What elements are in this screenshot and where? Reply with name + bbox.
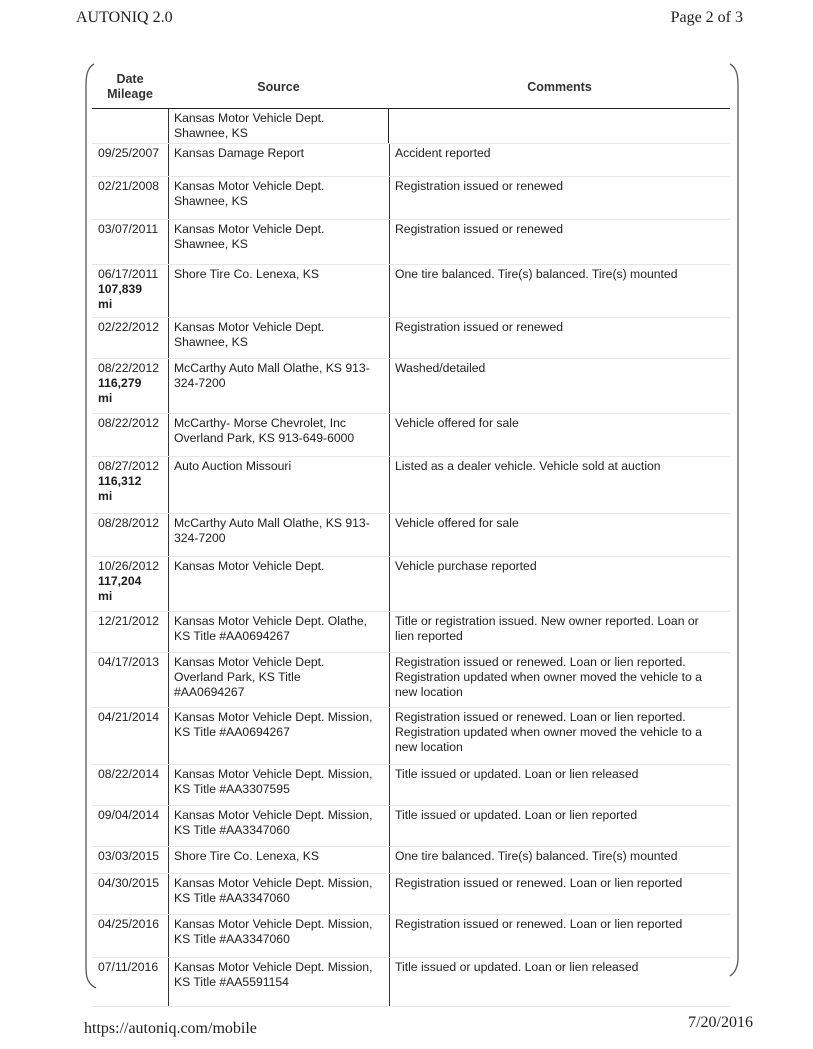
comment-line: new location: [395, 740, 463, 754]
source-line: Shawnee, KS: [174, 335, 248, 349]
date-mileage-cell: [92, 359, 168, 413]
source-cell: [168, 765, 389, 805]
table-row: [92, 457, 730, 514]
date-mileage-cell: [92, 514, 168, 556]
comments-cell: [389, 612, 730, 652]
date-mileage-cell: [92, 708, 168, 764]
comments-cell: [389, 265, 730, 317]
comments-cell: [389, 220, 730, 264]
date-mileage-cell: [92, 265, 168, 317]
table-row: [92, 265, 730, 318]
source-line: McCarthy Auto Mall Olathe, KS 913-: [174, 361, 370, 375]
table-row: [92, 109, 730, 144]
mileage-unit: mi: [98, 489, 113, 503]
date-mileage-cell: [92, 915, 168, 957]
source-cell: [168, 557, 389, 611]
comment-line: Registration updated when owner moved the vehicle to a: [395, 670, 702, 684]
date-mileage-cell: [92, 874, 168, 914]
source-line: Kansas Motor Vehicle Dept.: [174, 179, 325, 193]
source-cell: [168, 220, 389, 264]
comment-line: Registration issued or renewed. Loan or lien reported: [395, 876, 683, 890]
comment-line: Listed as a dealer vehicle. Vehicle sold at auction: [395, 459, 661, 473]
comment-line: One tire balanced. Tire(s) balanced. Tire(s) mounted: [395, 267, 678, 281]
source-cell: [168, 612, 389, 652]
comment-line: Vehicle purchase reported: [395, 559, 537, 573]
comments-cell: [389, 806, 730, 846]
mileage-value: 116,279: [98, 376, 142, 390]
date-mileage-cell: [92, 220, 168, 264]
source-line: Kansas Motor Vehicle Dept. Mission,: [174, 876, 373, 890]
table-header: [92, 66, 730, 109]
date-mileage-cell: [92, 653, 168, 707]
date-mileage-cell: [92, 765, 168, 805]
source-line: Overland Park, KS Title: [174, 670, 301, 684]
source-cell: [168, 915, 389, 957]
source-line: Kansas Motor Vehicle Dept. Mission,: [174, 767, 373, 781]
comment-line: Title issued or updated. Loan or lien released: [395, 767, 639, 781]
mileage-unit: mi: [98, 391, 113, 405]
source-line: KS Title #AA0694267: [174, 629, 290, 643]
comment-line: Washed/detailed: [395, 361, 486, 375]
column-header-source: Source: [257, 79, 300, 94]
date-value: 08/28/2012: [98, 516, 159, 530]
column-header-mileage-label: Mileage: [107, 87, 153, 101]
source-cell: [168, 414, 389, 456]
date-value: 08/22/2014: [98, 767, 159, 781]
comments-cell: [389, 557, 730, 611]
date-value: 04/21/2014: [98, 710, 159, 724]
date-mileage-cell: [92, 318, 168, 358]
source-line: Kansas Damage Report: [174, 146, 305, 160]
source-cell: [168, 874, 389, 914]
table-row: [92, 414, 730, 457]
comment-line: Title issued or updated. Loan or lien released: [395, 960, 639, 974]
comments-cell: [389, 318, 730, 358]
column-header-date: [92, 72, 168, 102]
table-row: [92, 177, 730, 220]
date-value: 09/25/2007: [98, 146, 159, 160]
source-line: 324-7200: [174, 376, 226, 390]
column-header-date-label: Date: [116, 72, 144, 86]
source-cell: [168, 514, 389, 556]
date-value: 09/04/2014: [98, 808, 159, 822]
source-cell: [168, 653, 389, 707]
table-row: [92, 806, 730, 847]
table-row: [92, 359, 730, 414]
source-line: KS Title #AA3347060: [174, 891, 290, 905]
source-line: Kansas Motor Vehicle Dept.: [174, 320, 325, 334]
comments-cell: [389, 653, 730, 707]
comment-line: Accident reported: [395, 146, 491, 160]
date-value: 08/22/2012: [98, 361, 159, 375]
date-value: 10/26/2012: [98, 559, 159, 573]
source-line: 324-7200: [174, 531, 226, 545]
date-value: 12/21/2012: [98, 614, 159, 628]
comments-cell: [389, 915, 730, 957]
comments-cell: [389, 514, 730, 556]
comment-line: Registration updated when owner moved the vehicle to a: [395, 725, 702, 739]
source-line: KS Title #AA3347060: [174, 932, 290, 946]
comments-cell: [389, 457, 730, 513]
table-row: [92, 318, 730, 359]
source-cell: [168, 958, 389, 1006]
date-mileage-cell: [92, 847, 168, 873]
date-value: 08/22/2012: [98, 416, 159, 430]
comment-line: Registration issued or renewed: [395, 320, 564, 334]
date-value: 02/21/2008: [98, 179, 159, 193]
header-page-number: Page 2 of 3: [670, 9, 743, 26]
source-cell: [168, 265, 389, 317]
source-line: KS Title #AA3347060: [174, 823, 290, 837]
date-mileage-cell: [92, 144, 168, 176]
source-line: Shore Tire Co. Lenexa, KS: [174, 849, 319, 863]
comment-line: Registration issued or renewed. Loan or lien reported.: [395, 710, 686, 724]
comments-cell: [389, 109, 730, 143]
source-line: #AA0694267: [174, 685, 245, 699]
source-cell: [168, 708, 389, 764]
comment-line: Registration issued or renewed. Loan or lien reported: [395, 917, 683, 931]
source-line: Kansas Motor Vehicle Dept.: [174, 111, 325, 125]
source-line: Auto Auction Missouri: [174, 459, 292, 473]
date-mileage-cell: [92, 177, 168, 219]
table-body: [92, 109, 730, 1007]
table-row: [92, 653, 730, 708]
mileage-value: 107,839: [98, 282, 143, 296]
source-line: McCarthy- Morse Chevrolet, Inc: [174, 416, 347, 430]
source-line: Kansas Motor Vehicle Dept. Mission,: [174, 960, 373, 974]
comments-cell: [389, 958, 730, 1006]
table-row: [92, 557, 730, 612]
source-line: Shawnee, KS: [174, 237, 248, 251]
source-line: Kansas Motor Vehicle Dept.: [174, 655, 325, 669]
comments-cell: [389, 847, 730, 873]
comment-line: Vehicle offered for sale: [395, 416, 519, 430]
date-value: 06/17/2011: [98, 267, 159, 281]
source-line: McCarthy Auto Mall Olathe, KS 913-: [174, 516, 370, 530]
comments-cell: [389, 874, 730, 914]
source-line: Kansas Motor Vehicle Dept.: [174, 559, 325, 573]
table-row: [92, 220, 730, 265]
footer-url: https://autoniq.com/mobile: [84, 1020, 257, 1037]
date-value: 07/11/2016: [98, 960, 159, 974]
source-line: KS Title #AA3307595: [174, 782, 290, 796]
table-row: [92, 874, 730, 915]
footer-date: 7/20/2016: [688, 1014, 753, 1031]
date-value: 03/03/2015: [98, 849, 159, 863]
comments-cell: [389, 414, 730, 456]
mileage-unit: mi: [98, 297, 113, 311]
source-cell: [168, 457, 389, 513]
header-app-title: AUTONIQ 2.0: [76, 9, 173, 26]
table-row: [92, 612, 730, 653]
comment-line: Title issued or updated. Loan or lien reported: [395, 808, 638, 822]
mileage-value: 117,204: [98, 574, 142, 588]
source-line: KS Title #AA0694267: [174, 725, 290, 739]
source-line: Shore Tire Co. Lenexa, KS: [174, 267, 319, 281]
date-mileage-cell: [92, 612, 168, 652]
comments-cell: [389, 177, 730, 219]
comments-cell: [389, 765, 730, 805]
mileage-value: 116,312: [98, 474, 142, 488]
source-line: Shawnee, KS: [174, 126, 248, 140]
table-row: [92, 144, 730, 177]
date-value: 03/07/2011: [98, 222, 159, 236]
source-cell: [168, 144, 389, 176]
comment-line: Registration issued or renewed: [395, 222, 564, 236]
source-line: Overland Park, KS 913-649-6000: [174, 431, 355, 445]
date-mileage-cell: [92, 457, 168, 513]
mileage-unit: mi: [98, 589, 113, 603]
date-value: 02/22/2012: [98, 320, 159, 334]
source-cell: [168, 847, 389, 873]
source-line: Kansas Motor Vehicle Dept. Mission,: [174, 917, 373, 931]
comments-cell: [389, 359, 730, 413]
date-value: 04/17/2013: [98, 655, 159, 669]
source-cell: [168, 318, 389, 358]
comment-line: Vehicle offered for sale: [395, 516, 519, 530]
date-mileage-cell: [92, 806, 168, 846]
source-line: Kansas Motor Vehicle Dept.: [174, 222, 325, 236]
table-row: [92, 514, 730, 557]
table-row: [92, 958, 730, 1007]
comment-line: Registration issued or renewed. Loan or lien reported.: [395, 655, 686, 669]
comment-line: Title or registration issued. New owner reported. Loan or: [395, 614, 699, 628]
source-line: Kansas Motor Vehicle Dept. Mission,: [174, 710, 373, 724]
source-line: KS Title #AA5591154: [174, 975, 289, 989]
vehicle-history-table: [92, 66, 730, 1007]
source-cell: [168, 109, 389, 143]
table-row: [92, 847, 730, 874]
date-mileage-cell: [92, 414, 168, 456]
source-cell: [168, 177, 389, 219]
source-cell: [168, 359, 389, 413]
table-row: [92, 708, 730, 765]
column-header-comments: Comments: [527, 79, 592, 94]
date-mileage-cell: [92, 109, 168, 143]
source-line: Kansas Motor Vehicle Dept. Olathe,: [174, 614, 368, 628]
comment-line: new location: [395, 685, 463, 699]
comment-line: One tire balanced. Tire(s) balanced. Tire(s) mounted: [395, 849, 678, 863]
date-value: 08/27/2012: [98, 459, 159, 473]
comment-line: Registration issued or renewed: [395, 179, 564, 193]
comments-cell: [389, 144, 730, 176]
table-row: [92, 765, 730, 806]
date-mileage-cell: [92, 958, 168, 1006]
date-mileage-cell: [92, 557, 168, 611]
date-value: 04/30/2015: [98, 876, 159, 890]
source-line: Shawnee, KS: [174, 194, 248, 208]
comment-line: lien reported: [395, 629, 463, 643]
source-line: Kansas Motor Vehicle Dept. Mission,: [174, 808, 373, 822]
table-row: [92, 915, 730, 958]
source-cell: [168, 806, 389, 846]
date-value: 04/25/2016: [98, 917, 159, 931]
comments-cell: [389, 708, 730, 764]
